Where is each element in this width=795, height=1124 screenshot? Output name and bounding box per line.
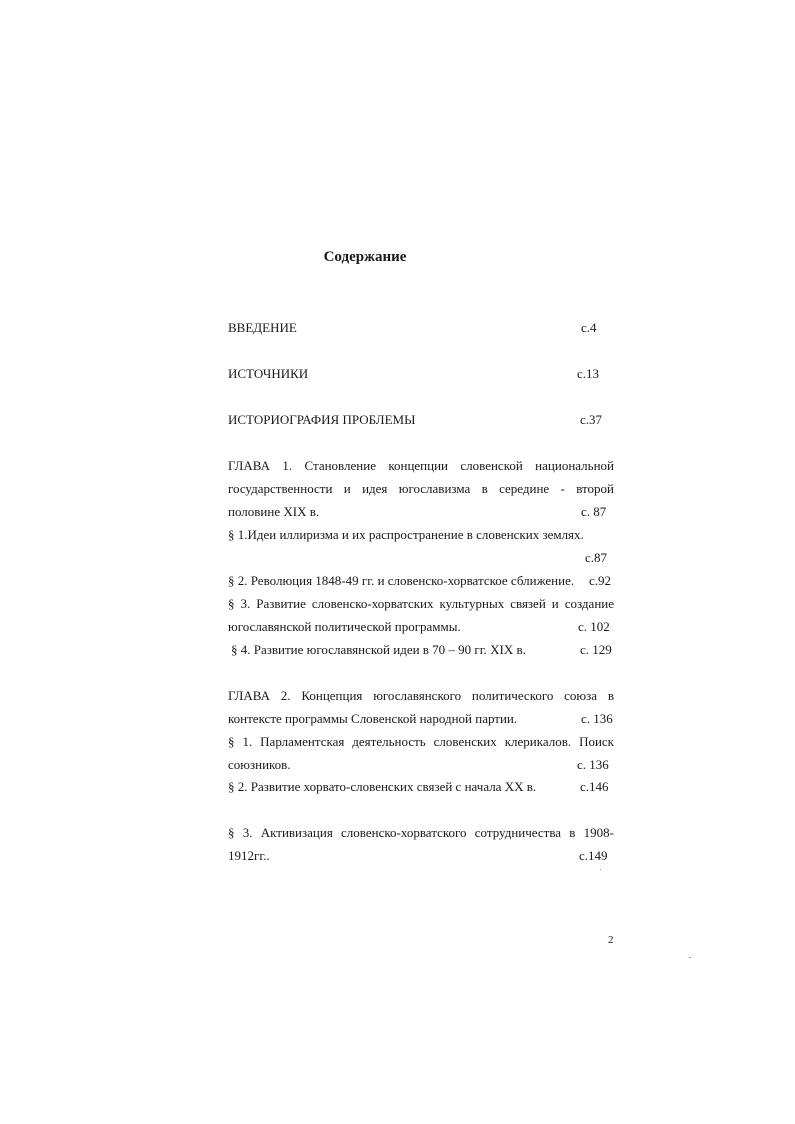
toc-ch1-section3-page: с. 102	[578, 619, 610, 634]
toc-ch2-section3-label-line1: § 3. Активизация словенско-хорватского сотрудничества в 1908-	[228, 825, 614, 840]
toc-sources-page: с.13	[577, 366, 600, 381]
toc-ch2-section2-label: § 2. Развитие хорвато-словенских связей с начала XX в.	[228, 779, 537, 794]
toc-ch1-section4-label: § 4. Развитие югославянской идеи в 70 – 90 гг. XIX в.	[231, 642, 526, 657]
toc-ch2-section3-page: с.149	[579, 848, 608, 863]
toc-historiography-page: с.37	[580, 412, 603, 427]
toc-chapter1-page: с. 87	[581, 504, 607, 519]
toc-chapter1-title-line2: государственности и идея югославизма в середине - второй	[228, 481, 614, 496]
toc-chapter2-title-line2: контексте программы Словенской народной партии.	[228, 711, 518, 726]
toc-sources-label: ИСТОЧНИКИ	[228, 366, 309, 381]
toc-chapter2-title-line1: ГЛАВА 2. Концепция югославянского политического союза в	[228, 688, 614, 703]
toc-ch1-section4-page: с. 129	[580, 642, 612, 657]
toc-chapter2-page: с. 136	[581, 711, 613, 726]
toc-chapter1-title-line1: ГЛАВА 1. Становление концепции словенской национальной	[228, 458, 614, 473]
toc-intro-page: с.4	[581, 320, 597, 335]
toc-intro-label: ВВЕДЕНИЕ	[228, 320, 297, 335]
toc-ch1-section3-label-line2: югославянской политической программы.	[228, 619, 461, 634]
toc-ch1-section1-label: § 1.Идеи иллиризма и их распространение в словенских землях.	[228, 527, 584, 542]
page-title: Содержание	[323, 249, 407, 265]
toc-ch1-section3-label-line1: § 3. Развитие словенско-хорватских культурных связей и создание	[228, 596, 614, 611]
page-number: 2	[608, 934, 614, 946]
toc-ch2-section2-page: с.146	[580, 779, 609, 794]
toc-ch2-section1-label-line1: § 1. Парламентская деятельность словенских клерикалов. Поиск	[228, 734, 614, 749]
toc-ch2-section3-label-line2: 1912гг..	[228, 848, 270, 863]
toc-ch2-section1-page: с. 136	[577, 757, 609, 772]
toc-chapter1-title-line3: половине XIX в.	[228, 504, 320, 519]
scan-speck	[600, 869, 601, 870]
toc-ch2-section1-label-line2: союзников.	[228, 757, 291, 772]
toc-historiography-label: ИСТОРИОГРАФИЯ ПРОБЛЕМЫ	[228, 412, 416, 427]
toc-ch1-section2-label: § 2. Революция 1848-49 гг. и словенско-хорватское сближение.	[228, 573, 575, 588]
toc-ch1-section1-page: с.87	[585, 550, 608, 565]
toc-ch1-section2-page: с.92	[589, 573, 612, 588]
scan-speck	[689, 957, 691, 958]
